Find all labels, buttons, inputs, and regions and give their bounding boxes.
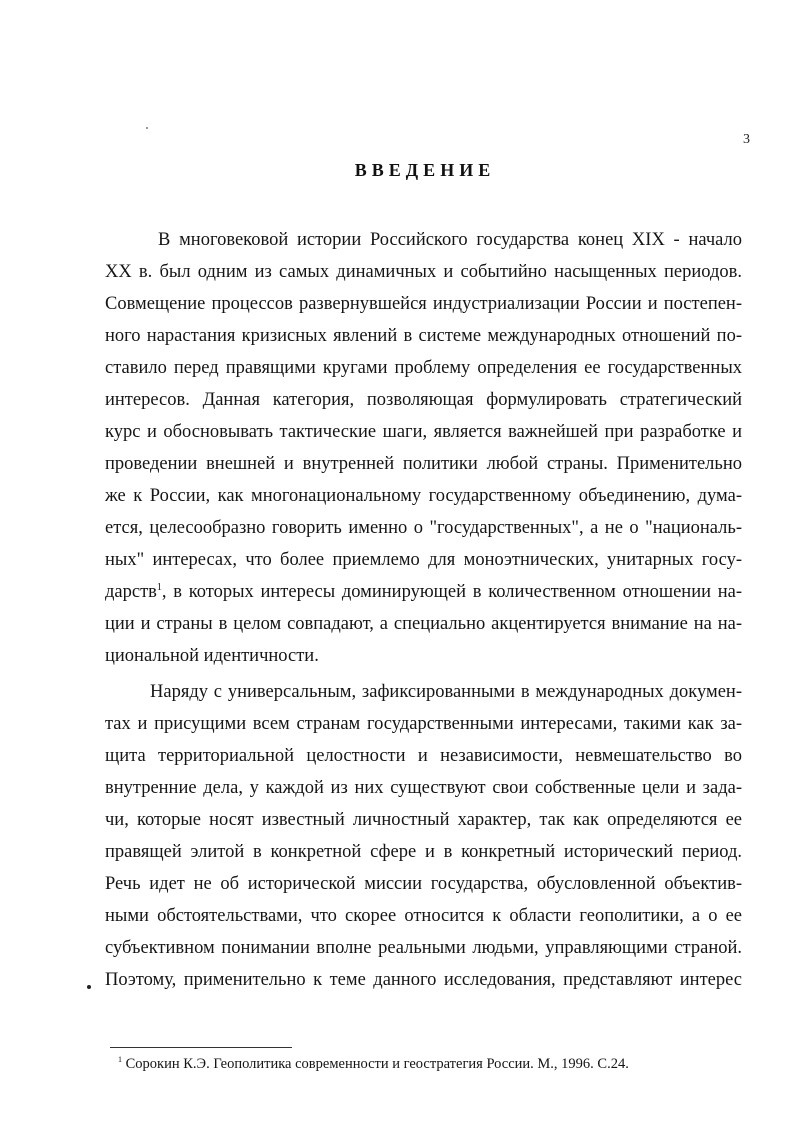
body-line: интересов. Данная категория, позволяющая формулировать стратегический [105,390,742,410]
body-line: субъективном понимании вполне реальными людьми, управляющими страной. [105,938,742,958]
body-line: ется, целесообразно говорить именно о "государственных", а не о "националь- [105,518,742,538]
body-line: ции и страны в целом совпадают, а специально акцентируется внимание на на- [105,614,742,634]
body-line: Поэтому, применительно к теме данного исследования, представляют интерес [105,970,742,990]
body-line-end: , в которых интересы доминирующей в количественном отношении на- [161,582,742,602]
body-line: ного нарастания кризисных явлений в системе международных отношений по- [105,326,742,346]
footnote-reference[interactable]: 1 [156,581,162,593]
body-line-start: дарств [105,582,157,602]
footnote-marker: 1 [118,1055,122,1065]
body-line: циональной идентичности. [105,646,319,666]
body-line: XX в. был одним из самых динамичных и событийно насыщенных периодов. [105,262,742,282]
body-line: правящей элитой в конкретной сфере и в конкретный исторический период. [105,842,742,862]
section-heading: ВВЕДЕНИЕ [354,160,496,180]
body-line: тах и присущими всем странам государственными интересами, такими как за- [105,714,742,734]
body-line: Речь идет не об исторической миссии государства, обусловленной объектив- [105,874,742,894]
footnote-separator [110,1047,292,1048]
body-line: курс и обосновывать тактические шаги, является важнейшей при разработке и [105,422,742,442]
scan-speck [146,127,148,129]
body-line: чи, которые носят известный личностный характер, так как определяются ее [105,810,742,830]
footnote [118,1055,758,1073]
body-line: В многовековой истории Российского государства конец XIX - начало [158,230,742,250]
body-line: Наряду с универсальным, зафиксированными в международных докумен- [150,682,742,702]
body-line: ных" интересах, что более приемлемо для моноэтнических, унитарных госу- [105,550,742,570]
body-line: ными обстоятельствами, что скорее относится к области геополитики, а о ее [105,906,742,926]
body-line: ставило перед правящими кругами проблему определения ее государственных [105,358,742,378]
body-line [105,576,742,608]
body-line: Совмещение процессов развернувшейся индустриализации России и постепен- [105,294,742,314]
page-number: 3 [743,132,750,147]
footnote-text: Сорокин К.Э. Геополитика современности и геостратегия России. М., 1996. С.24. [125,1056,629,1072]
body-line: щита территориальной целостности и независимости, невмешательство во [105,746,742,766]
body-line: внутренние дела, у каждой из них существуют свои собственные цели и зада- [105,778,742,798]
body-line: проведении внешней и внутренней политики любой страны. Применительно [105,454,742,474]
scan-mark [87,985,91,989]
body-line: же к России, как многонациональному государственному объединению, дума- [105,486,742,506]
